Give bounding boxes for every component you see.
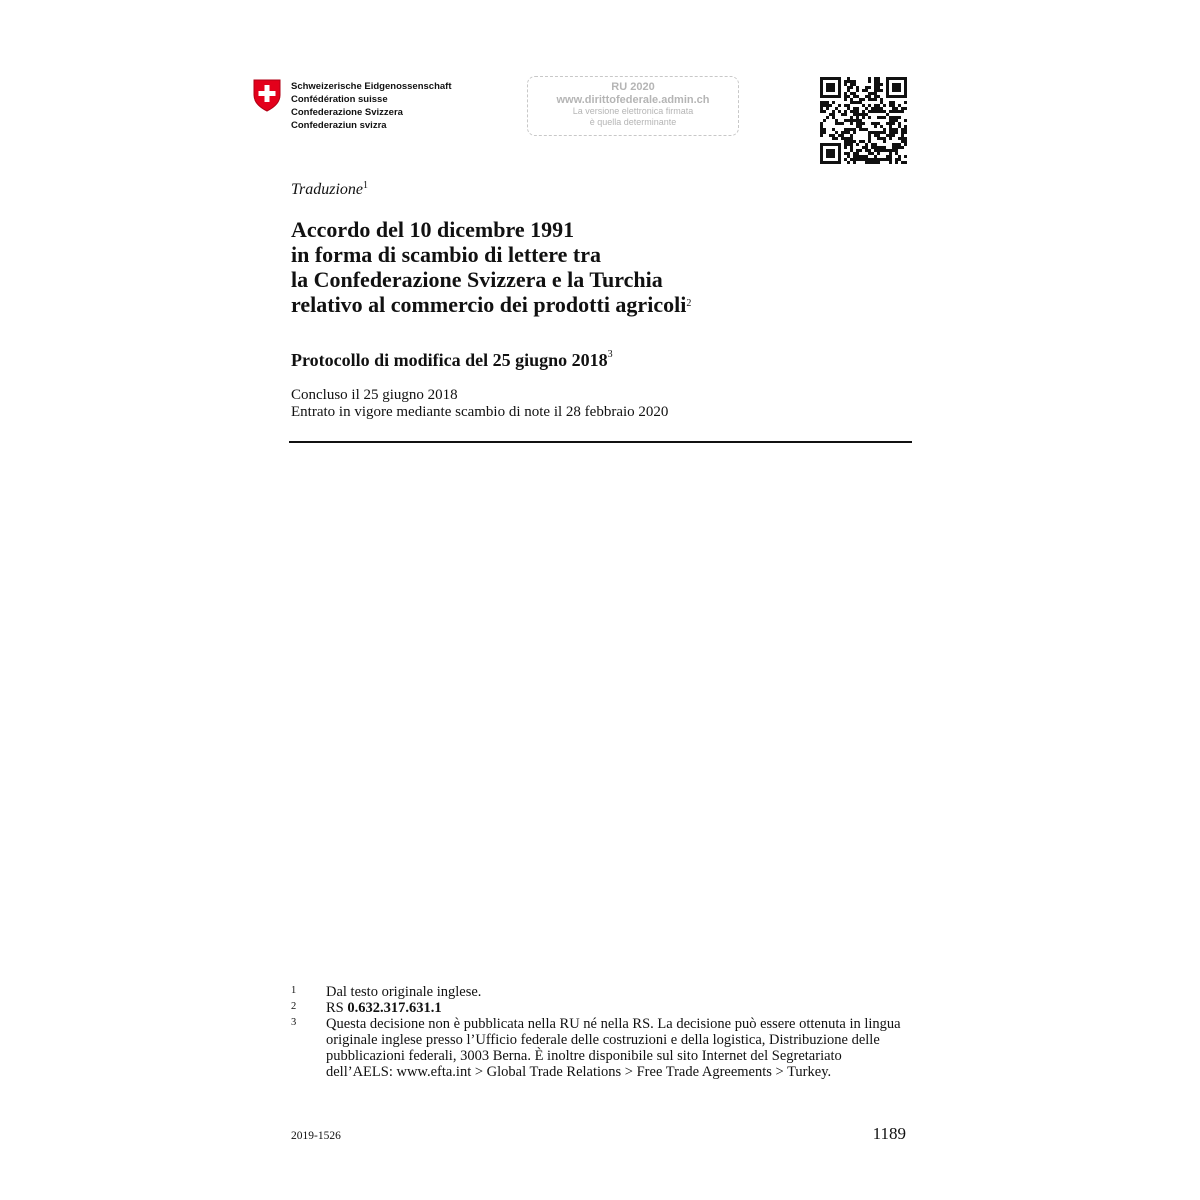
confederation-names	[291, 80, 452, 132]
footnote-1-number: 1	[291, 985, 297, 996]
footnote-ref-3: 3	[607, 349, 613, 360]
document-title	[291, 217, 911, 317]
title-line-4	[291, 292, 911, 317]
protocol-text: Protocollo di modifica del 25 giugno 2018	[291, 350, 608, 370]
swiss-coat-of-arms-icon	[252, 78, 282, 112]
footnote-2-ref: 0.632.317.631.1	[347, 1000, 442, 1016]
footnote-2-prefix: RS	[326, 1000, 348, 1016]
stamp-line-3: La versione elettronica firmata	[572, 106, 694, 116]
footnote-2-text	[326, 1000, 911, 1016]
confederation-name-it: Confederazione Svizzera	[291, 107, 403, 118]
concluded-date: Concluso il 25 giugno 2018	[291, 387, 458, 403]
title-line-2: in forma di scambio di lettere tra	[291, 242, 601, 267]
horizontal-divider	[289, 441, 912, 443]
confederation-name-de: Schweizerische Eidgenossenschaft	[291, 81, 452, 92]
translation-label	[291, 181, 368, 199]
stamp-line-4: è quella determinante	[589, 117, 677, 127]
entry-into-force: Entrato in vigore mediante scambio di note il 28 febbraio 2020	[291, 404, 669, 420]
title-line-3: la Confederazione Svizzera e la Turchia	[291, 267, 663, 292]
footnote-ref-2: 2	[686, 298, 692, 309]
title-line-4-text: relativo al commercio dei prodotti agricoli	[291, 292, 687, 317]
footnote-1-text: Dal testo originale inglese.	[326, 984, 482, 1000]
confederation-name-fr: Confédération suisse	[291, 94, 388, 105]
footnote-3-text: Questa decisione non è pubblicata nella RU né nella RS. La decisione può essere ottenuta in lingua originale inglese presso l’Ufficio federale delle costruzioni e della logistica, Distribuzione delle pubblicazioni federali, 3003 Berna. È inoltre disponibile sul sito Internet del Segretariato dell’AELS: www.efta.int > Global Trade Relations > Free Trade Agreements > Turkey.	[326, 1016, 901, 1080]
stamp-line-1: RU 2020	[611, 81, 655, 93]
stamp-url: www.dirittofederale.admin.ch	[556, 94, 710, 106]
page-number: 1189	[872, 1124, 906, 1143]
publication-stamp	[527, 76, 739, 136]
title-line-1: Accordo del 10 dicembre 1991	[291, 217, 575, 242]
document-dates	[291, 387, 668, 421]
document-id: 2019-1526	[291, 1130, 341, 1142]
translation-text: Traduzione	[291, 181, 364, 198]
footnote-ref-1: 1	[363, 180, 369, 191]
footnote-2-number: 2	[291, 1001, 297, 1012]
protocol-heading	[291, 350, 613, 371]
footnote-3-number: 3	[291, 1017, 297, 1028]
confederation-name-rm: Confederaziun svizra	[291, 120, 387, 131]
qr-code-icon	[820, 77, 907, 164]
